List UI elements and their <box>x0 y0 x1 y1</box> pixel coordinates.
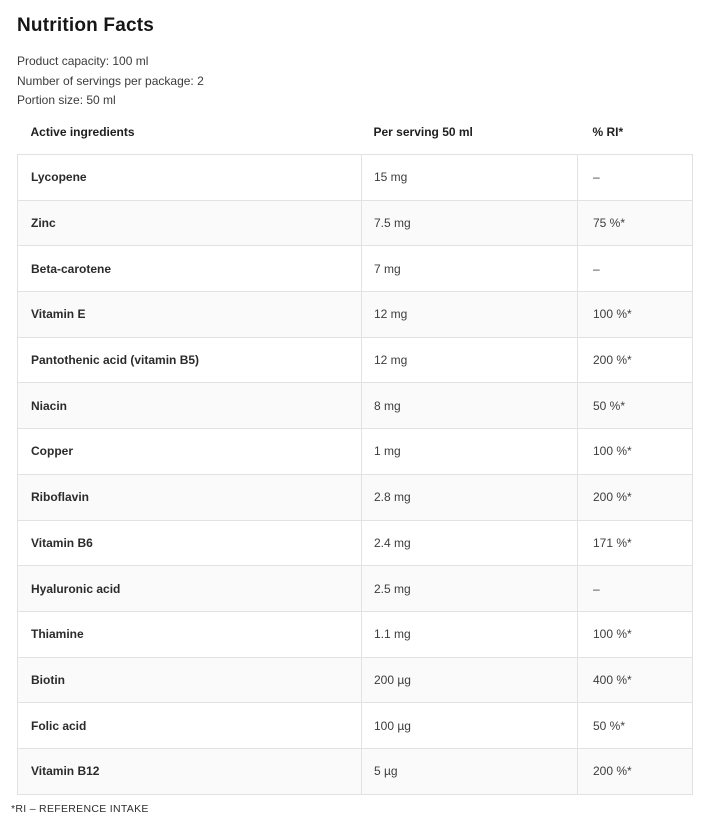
table-row <box>18 657 693 703</box>
ri-percent-cell: 100 %* <box>578 429 693 475</box>
nutrition-table <box>17 111 693 795</box>
ingredient-name-cell: Folic acid <box>18 703 362 749</box>
table-row <box>18 155 693 201</box>
ri-percent-cell: 400 %* <box>578 657 693 703</box>
ri-percent-cell: 100 %* <box>578 611 693 657</box>
per-serving-value-cell: 100 µg <box>362 703 578 749</box>
ingredient-name-cell: Riboflavin <box>18 474 362 520</box>
ingredient-name-cell: Zinc <box>18 200 362 246</box>
per-serving-value-cell: 5 µg <box>362 748 578 794</box>
per-serving-value-cell: 1 mg <box>362 429 578 475</box>
per-serving-value-cell: 2.8 mg <box>362 474 578 520</box>
per-serving-value-cell: 2.5 mg <box>362 566 578 612</box>
ingredient-name-cell: Copper <box>18 429 362 475</box>
ingredient-name-cell: Biotin <box>18 657 362 703</box>
header-row <box>18 111 693 155</box>
ri-percent-cell: 50 %* <box>578 703 693 749</box>
ingredient-name-cell: Hyaluronic acid <box>18 566 362 612</box>
table-row <box>18 611 693 657</box>
table-row <box>18 703 693 749</box>
table-row <box>18 383 693 429</box>
ingredient-name-cell: Niacin <box>18 383 362 429</box>
table-row <box>18 748 693 794</box>
column-header-ri: % RI* <box>578 111 693 155</box>
per-serving-value-cell: 12 mg <box>362 292 578 338</box>
product-meta <box>17 52 709 111</box>
page-title: Nutrition Facts <box>17 15 155 36</box>
column-header-active-ingredients: Active ingredients <box>18 111 362 155</box>
table-row <box>18 337 693 383</box>
reference-intake-footnote: *RI – REFERENCE INTAKE <box>11 802 149 815</box>
table-row <box>18 429 693 475</box>
ingredient-name-cell: Vitamin E <box>18 292 362 338</box>
ri-percent-cell: 171 %* <box>578 520 693 566</box>
table-row <box>18 566 693 612</box>
servings-per-package-text: Number of servings per package: 2 <box>17 73 204 88</box>
ingredient-name-cell: Vitamin B6 <box>18 520 362 566</box>
ingredient-name-cell: Vitamin B12 <box>18 748 362 794</box>
ri-percent-cell: 100 %* <box>578 292 693 338</box>
nutrition-table-body <box>18 155 693 795</box>
table-row <box>18 246 693 292</box>
nutrition-table-header <box>18 111 693 155</box>
table-row <box>18 200 693 246</box>
column-header-per-serving: Per serving 50 ml <box>362 111 578 155</box>
portion-size-text: Portion size: 50 ml <box>17 93 116 107</box>
table-row <box>18 520 693 566</box>
ri-percent-cell: – <box>578 155 693 201</box>
ingredient-name-cell: Lycopene <box>18 155 362 201</box>
ri-percent-cell: – <box>578 246 693 292</box>
per-serving-value-cell: 200 µg <box>362 657 578 703</box>
per-serving-value-cell: 1.1 mg <box>362 611 578 657</box>
per-serving-value-cell: 7.5 mg <box>362 200 578 246</box>
ri-percent-cell: 50 %* <box>578 383 693 429</box>
ri-percent-cell: 200 %* <box>578 748 693 794</box>
per-serving-value-cell: 15 mg <box>362 155 578 201</box>
ingredient-name-cell: Beta-carotene <box>18 246 362 292</box>
ri-percent-cell: 200 %* <box>578 337 693 383</box>
ri-percent-cell: 200 %* <box>578 474 693 520</box>
per-serving-value-cell: 8 mg <box>362 383 578 429</box>
table-row <box>18 474 693 520</box>
ingredient-name-cell: Pantothenic acid (vitamin B5) <box>18 337 362 383</box>
per-serving-value-cell: 7 mg <box>362 246 578 292</box>
product-capacity-text: Product capacity: 100 ml <box>17 54 149 68</box>
ingredient-name-cell: Thiamine <box>18 611 362 657</box>
per-serving-value-cell: 12 mg <box>362 337 578 383</box>
per-serving-value-cell: 2.4 mg <box>362 520 578 566</box>
ri-percent-cell: – <box>578 566 693 612</box>
ri-percent-cell: 75 %* <box>578 200 693 246</box>
table-row <box>18 292 693 338</box>
